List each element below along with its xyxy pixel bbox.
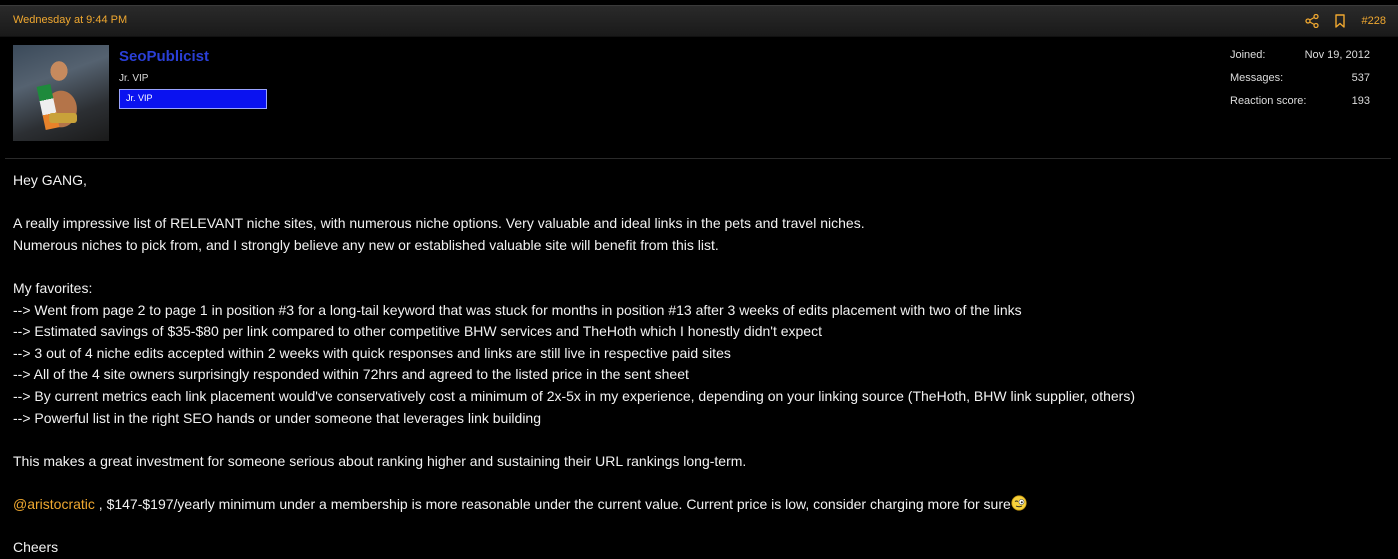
signoff: Cheers	[13, 539, 59, 556]
wink-emoji-icon	[1011, 495, 1027, 511]
favorite-item: --> By current metrics each link placement would've conservatively cost a minimum of 2x-5x in my experience, depending on your linking source (TheHoth, BHW link supplier, others)	[13, 387, 1135, 404]
favorite-item: --> All of the 4 site owners surprisingly responded within 72hrs and agreed to the listed price in the sent sheet	[13, 366, 689, 383]
username-link[interactable]: SeoPublicist	[119, 48, 210, 65]
stat-value: 193	[1351, 95, 1370, 107]
belt-graphic	[49, 113, 77, 123]
stat-value: Nov 19, 2012	[1304, 49, 1370, 61]
stat-label: Joined:	[1230, 49, 1266, 61]
user-stats	[1230, 49, 1370, 118]
mention-paragraph	[13, 494, 1383, 516]
favorites-heading: My favorites:	[13, 279, 93, 296]
stat-label: Reaction score:	[1230, 95, 1307, 107]
intro-line-2: Numerous niches to pick from, and I strongly believe any new or established valuable site will benefit from this list.	[13, 236, 719, 253]
stat-reaction-score	[1230, 95, 1370, 118]
flag-graphic	[37, 84, 60, 130]
stat-joined	[1230, 49, 1370, 72]
post-number-link[interactable]: #228	[1361, 15, 1386, 27]
stat-messages	[1230, 72, 1370, 95]
favorite-item: --> 3 out of 4 niche edits accepted within 2 weeks with quick responses and links are still live in respective paid sites	[13, 344, 731, 361]
favorite-item: --> Powerful list in the right SEO hands or under someone that leverages link building	[13, 409, 542, 426]
user-info	[5, 36, 1391, 159]
user-mention-link[interactable]: @aristocratic	[13, 495, 95, 512]
favorite-item: --> Went from page 2 to page 1 in position #3 for a long-tail keyword that was stuck for months in position #13 after 3 weeks of edits placement with two of the links	[13, 301, 1022, 318]
summary: This makes a great investment for someone serious about ranking higher and sustaining their URL rankings long-term.	[13, 452, 747, 469]
greeting: Hey GANG,	[13, 172, 87, 188]
message-body	[13, 170, 1383, 559]
user-title: Jr. VIP	[119, 73, 149, 84]
post-actions	[1304, 12, 1386, 30]
share-icon[interactable]	[1304, 13, 1320, 29]
avatar[interactable]	[13, 45, 109, 141]
stat-label: Messages:	[1230, 72, 1284, 84]
post-header	[0, 5, 1398, 37]
stat-value: 537	[1351, 72, 1370, 84]
bookmark-icon[interactable]	[1332, 13, 1348, 29]
user-banner: Jr. VIP	[119, 89, 267, 109]
mention-text: , $147-$197/yearly minimum under a membership is more reasonable under the current value. Current price is low, consider charging more for sure	[94, 495, 1011, 512]
favorite-item: --> Estimated savings of $35-$80 per link compared to other competitive BHW services and TheHoth which I honestly didn't expect	[13, 323, 822, 340]
intro-line-1: A really impressive list of RELEVANT niche sites, with numerous niche options. Very valuable and ideal links in the pets and travel niches.	[13, 215, 865, 232]
post-date-link[interactable]: Wednesday at 9:44 PM	[13, 14, 128, 26]
